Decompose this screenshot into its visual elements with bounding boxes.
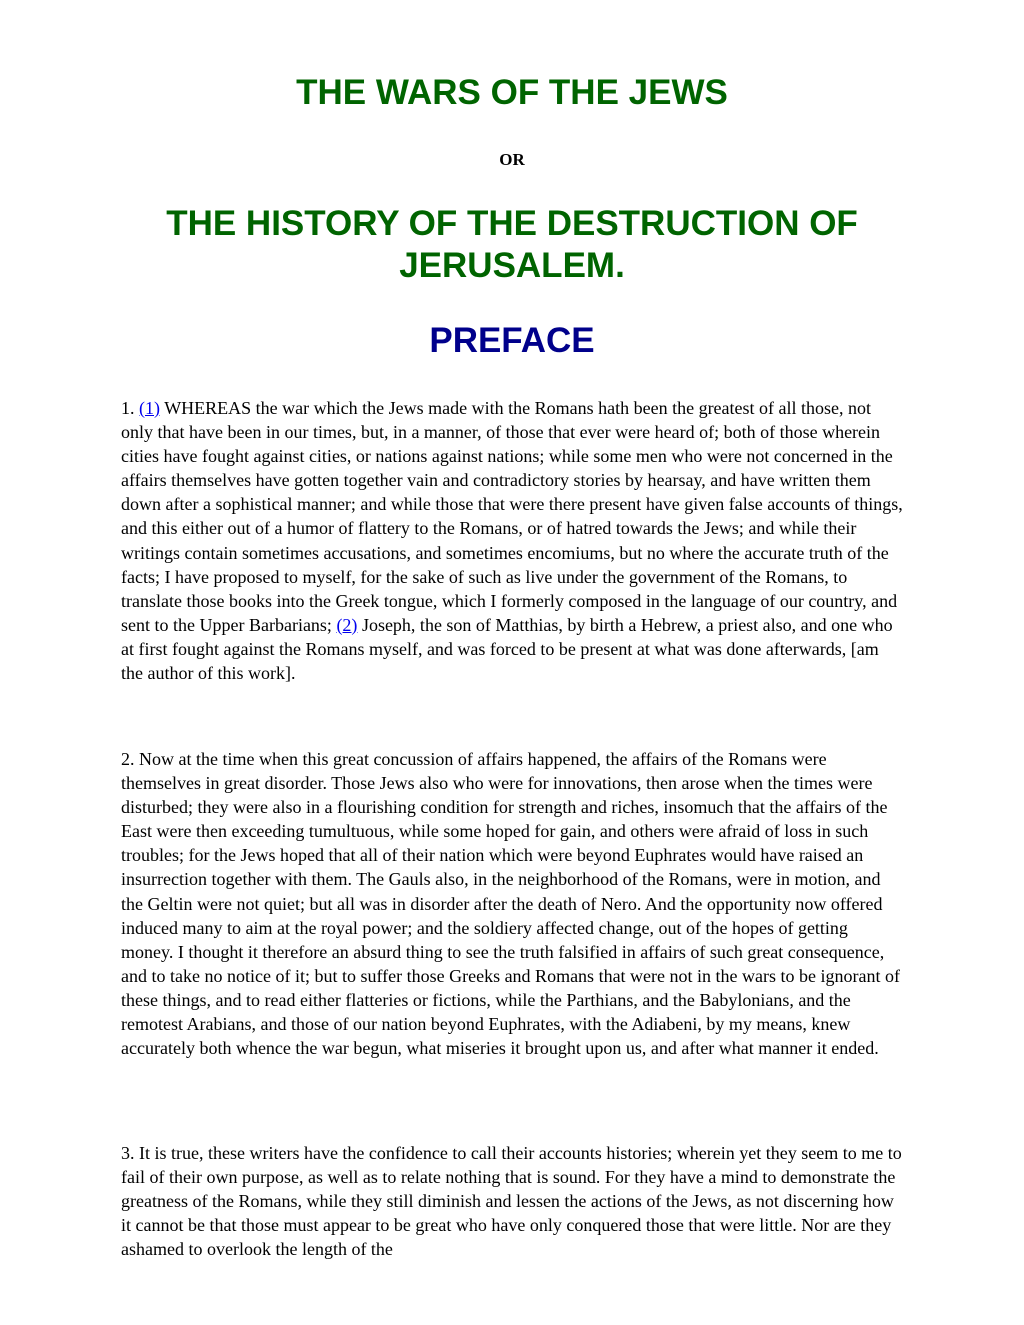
footnote-link-1[interactable]: (1) [139, 398, 160, 418]
preface-heading: PREFACE [429, 321, 595, 360]
book-title: THE WARS OF THE JEWS [296, 73, 728, 112]
paragraph-text: Joseph, the son of Matthias, by birth a Hebrew, a priest also, and one who at first fought against the Romans myself, and was forced to be present at what was done afterwards, [am the author of this work]. [121, 614, 893, 684]
book-subtitle: THE HISTORY OF THE DESTRUCTION OF JERUSALEM. [166, 204, 858, 285]
paragraph-number: 1. [121, 398, 135, 418]
paragraph-2: 2. Now at the time when this great concussion of affairs happened, the affairs of the Romans were themselves in great disorder. Those Jews also who were for innovations, then arose when the times were disturbed; they were also in a flourishing condition for strength and riches, insomuch that the affairs of the East were then exceeding tumultuous, while some hoped for gain, and others were afraid of loss in such troubles; for the Jews hoped that all of their nation which were beyond Euphrates would have raised an insurrection together with them. The Gauls also, in the neighborhood of the Romans, were in motion, and the Geltin were not quiet; but all was in disorder after the death of Nero. And the opportunity now offered induced many to aim at the royal power; and the soldiery affected change, out of the hopes of getting money. I thought it therefore an absurd thing to see the truth falsified in affairs of such great consequence, and to take no notice of it; but to suffer those Greeks and Romans that were not in the wars to be ignorant of these things, and to read either flatteries or fictions, while the Parthians, and the Babylonians, and the remotest Arabians, and those of our nation beyond Euphrates, with the Adiabeni, by my means, knew accurately both whence the war begun, what miseries it brought upon us, and after what manner it ended. [121, 749, 900, 1059]
paragraph-text: WHEREAS the war which the Jews made with the Romans hath been the greatest of all those, not only that have been in our times, but, in a manner, of those that ever were heard of; both of those wherein cities have fought against cities, or nations against nations; while some men who were not concerned in the affairs themselves have gotten together vain and contradictory stories by hearsay, and have written them down after a sophistical manner; and while those that were there present have given false accounts of things, and this either out of a humor of flattery to the Romans, or of hatred towards the Jews; and while their writings contain sometimes accusations, and sometimes encomiums, but no where the accurate truth of the facts; I have proposed to myself, for the sake of such as live under the government of the Romans, to translate those books into the Greek tongue, which I formerly composed in the language of our country, and sent to the Upper Barbarians; [121, 398, 903, 635]
or-label: OR [499, 150, 525, 169]
paragraph-1 [121, 396, 903, 685]
paragraph-3: 3. It is true, these writers have the confidence to call their accounts histories; wherein yet they seem to me to fail of their own purpose, as well as to relate nothing that is sound. For they have a mind to demonstrate the greatness of the Romans, while they still diminish and lessen the actions of the Jews, as not discerning how it cannot be that those must appear to be great who have only conquered those that were little. Nor are they ashamed to overlook the length of the [121, 1143, 902, 1260]
footnote-link-2[interactable]: (2) [336, 614, 358, 635]
